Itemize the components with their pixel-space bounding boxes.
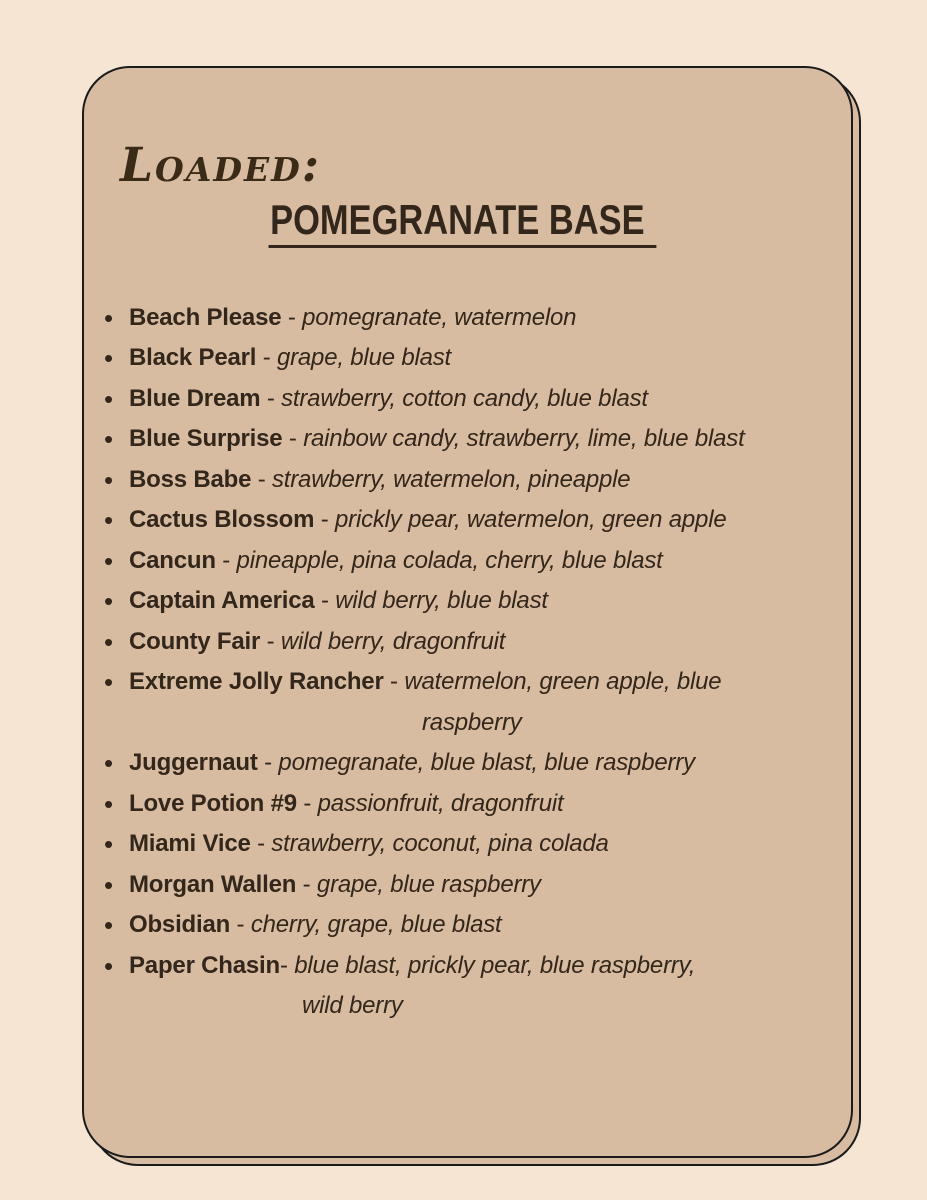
item-separator: - (257, 749, 279, 777)
item-flavors: passionfruit, dragonfruit (317, 789, 564, 817)
item-name: Cancun (129, 546, 216, 574)
menu-item-line (129, 668, 721, 695)
menu-item (104, 622, 821, 663)
menu-item (104, 419, 821, 460)
item-continuation: wild berry (302, 992, 403, 1020)
bullet-icon: • (104, 626, 113, 657)
item-flavors: cherry, grape, blue blast (250, 911, 502, 939)
menu-item-line (129, 385, 648, 412)
item-flavors: grape, blue raspberry (316, 870, 541, 898)
menu-item-line (129, 344, 451, 371)
bullet-icon: • (104, 424, 113, 455)
menu-item-line (129, 911, 502, 938)
item-name: Juggernaut (129, 749, 258, 777)
item-flavors: pineapple, pina colada, cherry, blue blast (236, 546, 663, 574)
item-separator: - (230, 911, 251, 939)
bullet-icon: • (104, 586, 113, 617)
menu-item (104, 581, 821, 622)
item-flavors: strawberry, cotton candy, blue blast (281, 384, 648, 412)
item-flavors: strawberry, watermelon, pineapple (271, 465, 631, 493)
item-continuation: raspberry (422, 708, 522, 736)
menu-item-line (129, 587, 548, 614)
menu-item-line (129, 830, 609, 857)
item-name: Cactus Blossom (129, 506, 315, 534)
menu-item (104, 541, 821, 582)
item-name: Captain America (129, 587, 315, 615)
item-flavors: pomegranate, watermelon (302, 303, 577, 331)
menu-item-line (129, 304, 576, 331)
menu-item-line (129, 506, 726, 533)
item-flavors: grape, blue blast (276, 344, 452, 372)
bullet-icon: • (104, 464, 113, 495)
item-flavors: strawberry, coconut, pina colada (271, 830, 609, 858)
menu-item-line (129, 871, 541, 898)
item-separator: - (250, 830, 272, 858)
menu-section-heading: POMEGRANATE BASE (269, 196, 657, 248)
item-name: Black Pearl (129, 344, 257, 372)
item-name: Obsidian (129, 911, 231, 939)
item-separator: - (314, 506, 335, 534)
menu-item-line (129, 466, 630, 493)
page-title: Loaded: (120, 138, 322, 193)
menu-item (104, 298, 821, 339)
menu-item-line (129, 547, 663, 574)
item-flavors: pomegranate, blue blast, blue raspberry (278, 749, 695, 777)
menu-item-line (129, 628, 505, 655)
menu-item (104, 460, 821, 501)
item-separator: - (251, 465, 272, 493)
item-flavors: blue blast, prickly pear, blue raspberry, (294, 951, 696, 979)
bullet-icon: • (104, 545, 113, 576)
menu-item (104, 743, 821, 784)
item-name: Love Potion #9 (129, 789, 297, 817)
menu-card (82, 66, 853, 1158)
item-separator: - (314, 587, 336, 615)
menu-item-line (129, 790, 563, 817)
menu-item (104, 379, 821, 420)
item-separator: - (281, 303, 303, 331)
item-flavors: wild berry, blue blast (335, 587, 548, 615)
item-name: Paper Chasin (129, 951, 280, 979)
item-name: Extreme Jolly Rancher (129, 668, 384, 696)
menu-item (104, 784, 821, 825)
bullet-icon: • (104, 788, 113, 819)
item-flavors: wild berry, dragonfruit (280, 627, 506, 655)
item-name: Morgan Wallen (129, 870, 297, 898)
menu-item (104, 824, 821, 865)
bullet-icon: • (104, 667, 113, 698)
menu-list (104, 298, 821, 1027)
item-name: County Fair (129, 627, 261, 655)
item-separator: - (383, 668, 405, 696)
item-name: Miami Vice (129, 830, 251, 858)
item-name: Beach Please (129, 303, 282, 331)
menu-item (104, 905, 821, 946)
item-flavors: watermelon, green apple, blue (404, 668, 722, 696)
item-flavors: rainbow candy, strawberry, lime, blue blast (303, 425, 745, 453)
menu-item (104, 865, 821, 906)
item-separator: - (282, 425, 304, 453)
item-separator: - (260, 627, 281, 655)
menu-item (104, 662, 821, 743)
menu-item (104, 338, 821, 379)
item-separator: - (260, 384, 282, 412)
item-separator: - (215, 546, 237, 574)
item-name: Blue Surprise (129, 425, 283, 453)
menu-item-line (129, 749, 695, 776)
item-separator: - (256, 344, 277, 372)
bullet-icon: • (104, 302, 113, 333)
item-separator: - (296, 870, 317, 898)
item-name: Blue Dream (129, 384, 261, 412)
menu-item (104, 500, 821, 541)
menu-item (104, 946, 821, 1027)
item-separator: - (296, 789, 318, 817)
item-name: Boss Babe (129, 465, 252, 493)
bullet-icon: • (104, 343, 113, 374)
bullet-icon: • (104, 829, 113, 860)
menu-item-line (129, 425, 745, 452)
bullet-icon: • (104, 748, 113, 779)
bullet-icon: • (104, 505, 113, 536)
bullet-icon: • (104, 950, 113, 981)
item-separator: - (280, 951, 295, 979)
menu-item-line (129, 952, 695, 979)
subtitle-row (104, 196, 821, 244)
bullet-icon: • (104, 383, 113, 414)
bullet-icon: • (104, 910, 113, 941)
bullet-icon: • (104, 869, 113, 900)
item-flavors: prickly pear, watermelon, green apple (335, 506, 727, 534)
